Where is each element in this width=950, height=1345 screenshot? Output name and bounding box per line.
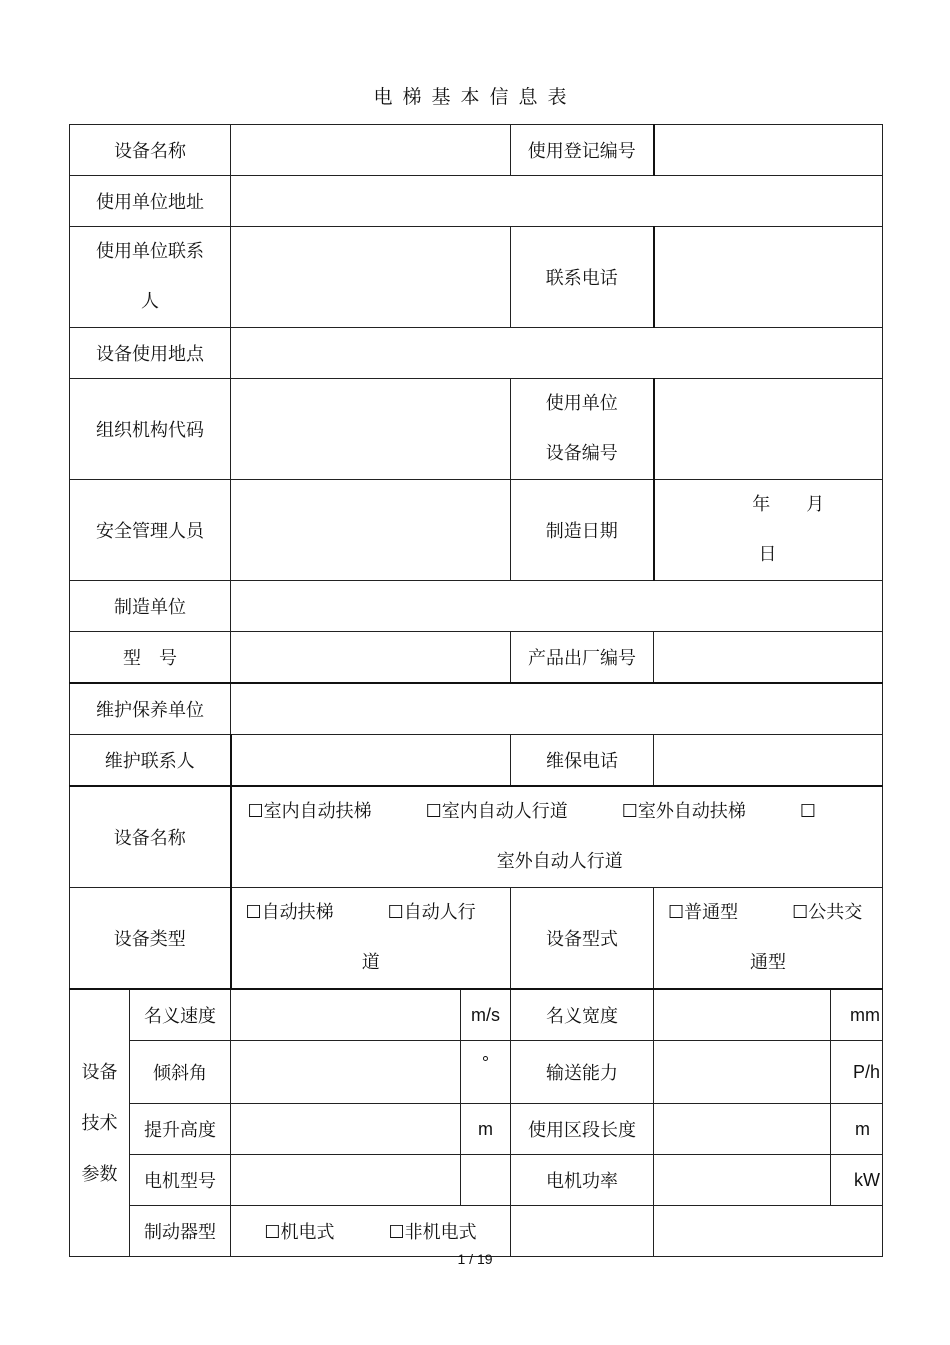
label-line: 参数 [81, 1163, 118, 1185]
field-maintenance-contact[interactable] [231, 735, 511, 787]
field-registration-no[interactable] [654, 125, 883, 176]
elevator-info-table [69, 124, 883, 1257]
field-factory-no[interactable] [654, 632, 883, 684]
field-contact-phone[interactable] [654, 227, 883, 328]
label-tech-params [70, 989, 130, 1257]
label-device-name-2: 设备名称 [70, 786, 231, 888]
field-user-device-no[interactable] [654, 379, 883, 480]
field-rise[interactable] [231, 1104, 461, 1155]
label-model: 型 号 [70, 632, 231, 684]
label-motor-model: 电机型号 [130, 1155, 231, 1206]
unit-rise: m [461, 1104, 511, 1155]
device-name-options-line1[interactable]: ☐室内自动扶梯 ☐室内自动人行道 ☐室外自动扶梯 ☐ [247, 801, 817, 822]
label-line: 使用单位联系 [96, 241, 204, 262]
label-device-name: 设备名称 [70, 125, 231, 176]
field-user-contact[interactable] [231, 227, 511, 328]
label-manufacturer: 制造单位 [70, 581, 231, 632]
device-form-options-line2[interactable]: 通型 [750, 952, 786, 973]
label-device-type: 设备类型 [70, 888, 231, 990]
page-number: 1 / 19 [457, 1251, 493, 1267]
label-manufacture-date: 制造日期 [511, 480, 654, 581]
date-year-month: 年 月 [752, 494, 825, 515]
unit-motor-model [461, 1155, 511, 1206]
device-name-options-line2[interactable]: 室外自动人行道 [496, 851, 623, 872]
unit-incline: ° [461, 1041, 511, 1104]
field-brake-extra-2[interactable] [654, 1206, 883, 1257]
label-maintenance-phone: 维保电话 [511, 735, 654, 787]
label-rise: 提升高度 [130, 1104, 231, 1155]
label-location: 设备使用地点 [70, 328, 231, 379]
field-model[interactable] [231, 632, 511, 684]
unit-motor-power: kW [831, 1155, 883, 1206]
label-registration-no: 使用登记编号 [511, 125, 654, 176]
field-rated-speed[interactable] [231, 989, 461, 1041]
label-motor-power: 电机功率 [511, 1155, 654, 1206]
label-line: 技术 [81, 1112, 118, 1134]
field-manufacture-date[interactable] [654, 480, 883, 581]
field-motor-power[interactable] [654, 1155, 831, 1206]
unit-rated-width: mm [831, 989, 883, 1041]
label-rated-speed: 名义速度 [130, 989, 231, 1041]
device-type-options[interactable] [231, 888, 511, 990]
label-org-code: 组织机构代码 [70, 379, 231, 480]
field-motor-model[interactable] [231, 1155, 461, 1206]
field-maintenance-unit[interactable] [231, 683, 883, 735]
label-safety-manager: 安全管理人员 [70, 480, 231, 581]
label-user-contact [70, 227, 231, 328]
device-type-options-line2[interactable]: 道 [361, 952, 380, 973]
label-device-form: 设备型式 [511, 888, 654, 990]
device-form-options[interactable] [654, 888, 883, 990]
field-location[interactable] [231, 328, 883, 379]
label-factory-no: 产品出厂编号 [511, 632, 654, 684]
label-capacity: 输送能力 [511, 1041, 654, 1104]
unit-section-length: m [831, 1104, 883, 1155]
field-org-code[interactable] [231, 379, 511, 480]
field-incline[interactable] [231, 1041, 461, 1104]
device-form-options-line1[interactable]: ☐普通型 ☐公共交 [668, 902, 863, 923]
label-brake-type: 制动器型 [130, 1206, 231, 1257]
field-capacity[interactable] [654, 1041, 831, 1104]
label-user-device-no [511, 379, 654, 480]
field-safety-manager[interactable] [231, 480, 511, 581]
label-contact-phone: 联系电话 [511, 227, 654, 328]
field-section-length[interactable] [654, 1104, 831, 1155]
unit-rated-speed: m/s [461, 989, 511, 1041]
field-user-address[interactable] [231, 176, 883, 227]
label-line: 使用单位 [545, 393, 618, 414]
field-rated-width[interactable] [654, 989, 831, 1041]
label-maintenance-unit: 维护保养单位 [70, 683, 231, 735]
label-rated-width: 名义宽度 [511, 989, 654, 1041]
unit-capacity: P/h [831, 1041, 883, 1104]
label-line: 设备编号 [545, 443, 618, 464]
field-maintenance-phone[interactable] [654, 735, 883, 787]
device-name-options[interactable] [231, 786, 883, 888]
label-incline: 倾斜角 [130, 1041, 231, 1104]
label-user-address: 使用单位地址 [70, 176, 231, 227]
date-day: 日 [758, 544, 777, 565]
page-title: 电梯基本信息表 [373, 86, 577, 108]
label-line: 设备 [81, 1061, 118, 1083]
brake-options[interactable]: ☐机电式 ☐非机电式 [231, 1206, 511, 1257]
label-line: 人 [141, 291, 159, 312]
field-brake-extra[interactable] [511, 1206, 654, 1257]
field-manufacturer[interactable] [231, 581, 883, 632]
field-device-name[interactable] [231, 125, 511, 176]
device-type-options-line1[interactable]: ☐自动扶梯 ☐自动人行 [245, 902, 476, 923]
label-maintenance-contact: 维护联系人 [70, 735, 231, 787]
label-section-length: 使用区段长度 [511, 1104, 654, 1155]
